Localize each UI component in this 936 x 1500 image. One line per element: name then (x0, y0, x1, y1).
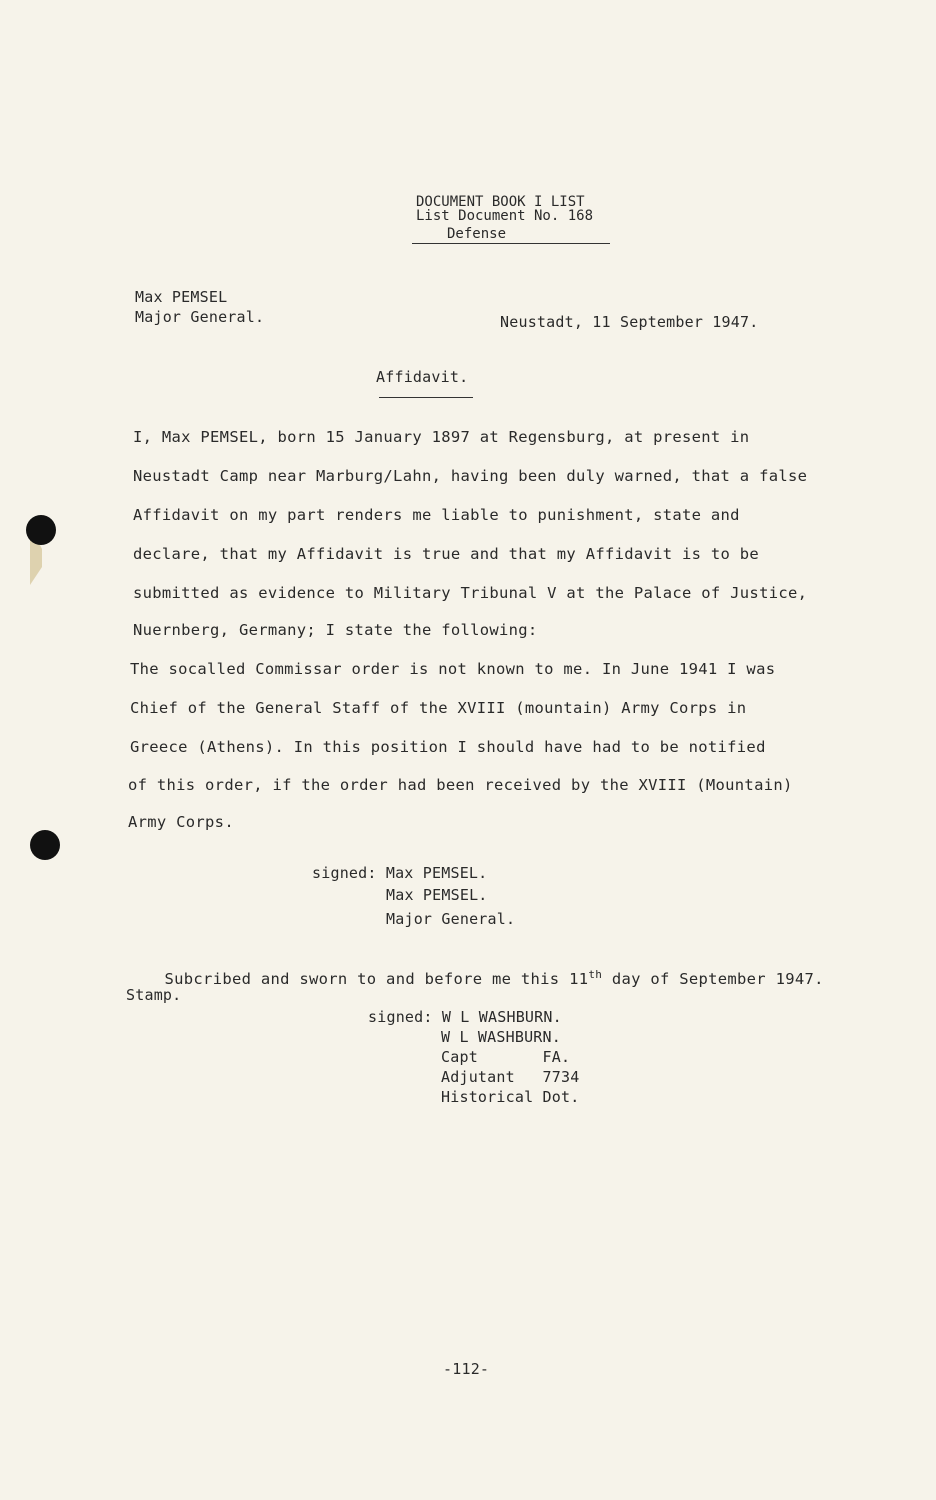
body-line: declare, that my Affidavit is true and that my Affidavit is to be (133, 545, 760, 563)
sworn-statement (126, 950, 824, 1006)
header-line-1: DOCUMENT BOOK I LIST (416, 194, 585, 210)
stamp-label: Stamp. (126, 986, 182, 1004)
sworn-text-before: Subcribed and sworn to and before me this 11 (164, 970, 589, 989)
punch-hole-top (26, 515, 56, 545)
body-line: submitted as evidence to Military Tribunal V at the Palace of Justice, (133, 584, 808, 602)
place-date: Neustadt, 11 September 1947. (500, 313, 759, 331)
sworn-superscript: th (588, 968, 603, 981)
body-line: Neustadt Camp near Marburg/Lahn, having been duly warned, that a false (133, 467, 808, 485)
body-line: Nuernberg, Germany; I state the following: (133, 621, 538, 639)
body-line: Affidavit on my part renders me liable to punishment, state and (133, 506, 740, 524)
witness-line-3: Capt FA. (441, 1048, 571, 1066)
header-line-3: Defense (447, 226, 507, 242)
body-line: Greece (Athens). In this position I should have had to be notified (130, 738, 766, 756)
witness-line-1: signed: W L WASHBURN. (368, 1008, 562, 1026)
document-title: Affidavit. (376, 368, 469, 386)
witness-line-5: Historical Dot. (441, 1088, 580, 1106)
witness-line-4: Adjutant 7734 (441, 1068, 580, 1086)
body-line: Chief of the General Staff of the XVIII (mountain) Army Corps in (130, 699, 747, 717)
signature-line-2: Max PEMSEL. (386, 886, 488, 904)
witness-line-2: W L WASHBURN. (441, 1028, 561, 1046)
signature-line-3: Major General. (386, 910, 516, 928)
author-name: Max PEMSEL (135, 288, 228, 306)
title-underline (379, 397, 473, 398)
page-number: -112- (443, 1360, 490, 1378)
signature-line-1: signed: Max PEMSEL. (312, 864, 488, 882)
body-line: Army Corps. (128, 813, 234, 831)
body-line: The socalled Commissar order is not known to me. In June 1941 I was (130, 660, 776, 678)
author-rank: Major General. (135, 308, 265, 326)
body-line: I, Max PEMSEL, born 15 January 1897 at Regensburg, at present in (133, 428, 750, 446)
header-underline (412, 243, 610, 244)
header-line-2: List Document No. 168 (416, 208, 594, 224)
body-line: of this order, if the order had been received by the XVIII (Mountain) (128, 776, 793, 794)
punch-hole-bottom (30, 830, 60, 860)
sworn-text-after: day of September 1947. (602, 970, 824, 989)
